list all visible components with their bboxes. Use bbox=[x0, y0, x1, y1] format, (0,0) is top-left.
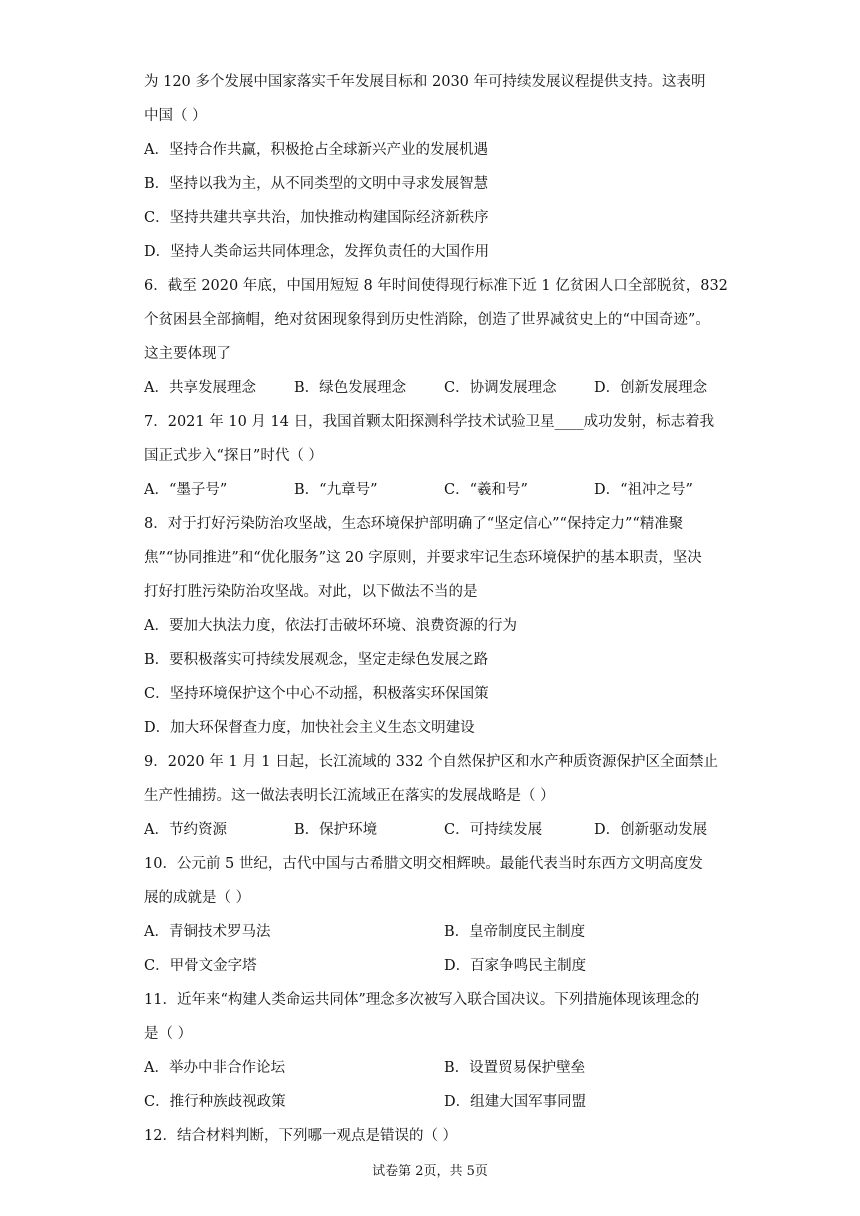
q10-option-d: D．百家争鸣民主制度 bbox=[444, 958, 587, 974]
q11-stem-line-1: 11．近年来“构建人类命运共同体”理念多次被写入联合国决议。下列措施体现该理念的 bbox=[144, 992, 700, 1008]
q5-stem-line-1: 为 120 多个发展中国家落实千年发展目标和 2030 年可持续发展议程提供支持。这表明 bbox=[144, 74, 706, 90]
q7-option-a: A．“墨子号” bbox=[144, 482, 228, 498]
q7-option-d: D．“祖冲之号” bbox=[594, 482, 693, 498]
q8-option-b: B．要积极落实可持续发展观念，坚定走绿色发展之路 bbox=[144, 652, 489, 668]
q6-option-d: D．创新发展理念 bbox=[594, 380, 708, 396]
q6-option-a: A．共享发展理念 bbox=[144, 380, 256, 396]
q6-stem-line-3: 这主要体现了 bbox=[144, 346, 231, 362]
q11-option-a: A．举办中非合作论坛 bbox=[144, 1060, 285, 1076]
q8-option-c: C．坚持环境保护这个中心不动摇，积极落实环保国策 bbox=[144, 686, 489, 702]
q7-option-c: C．“羲和号” bbox=[444, 482, 528, 498]
q10-option-c: C．甲骨文金字塔 bbox=[144, 958, 257, 974]
q5-option-b: B．坚持以我为主，从不同类型的文明中寻求发展智慧 bbox=[144, 176, 489, 192]
q9-stem-line-2: 生产性捕捞。这一做法表明长江流域正在落实的发展战略是（ ） bbox=[144, 788, 555, 804]
q5-option-d: D．坚持人类命运共同体理念，发挥负责任的大国作用 bbox=[144, 244, 490, 260]
q8-stem-line-3: 打好打胜污染防治攻坚战。对此，以下做法不当的是 bbox=[144, 584, 478, 600]
q12-stem-line-1: 12．结合材料判断，下列哪一观点是错误的（ ） bbox=[144, 1128, 458, 1144]
q10-option-a: A．青铜技术罗马法 bbox=[144, 924, 271, 940]
q8-option-d: D．加大环保督查力度，加快社会主义生态文明建设 bbox=[144, 720, 475, 736]
q11-stem-line-2: 是（ ） bbox=[144, 1026, 193, 1042]
q10-stem-line-1: 10．公元前 5 世纪，古代中国与古希腊文明交相辉映。最能代表当时东西方文明高度发 bbox=[144, 856, 703, 872]
q11-option-b: B．设置贸易保护壁垒 bbox=[444, 1060, 586, 1076]
q9-option-a: A．节约资源 bbox=[144, 822, 227, 838]
q11-option-c: C．推行种族歧视政策 bbox=[144, 1094, 286, 1110]
q6-option-b: B．绿色发展理念 bbox=[294, 380, 407, 396]
q9-option-d: D．创新驱动发展 bbox=[594, 822, 708, 838]
q7-stem-line-1: 7．2021 年 10 月 14 日，我国首颗太阳探测科学技术试验卫星____成功发射，标志着我 bbox=[144, 414, 715, 430]
q9-option-c: C．可持续发展 bbox=[444, 822, 543, 838]
q5-stem-line-2: 中国（ ） bbox=[144, 108, 207, 124]
q8-stem-line-2: 焦”“协同推进”和“优化服务”这 20 字原则，并要求牢记生态环境保护的基本职责，坚决 bbox=[144, 550, 702, 566]
q10-option-b: B．皇帝制度民主制度 bbox=[444, 924, 586, 940]
q8-stem-line-1: 8．对于打好污染防治攻坚战，生态环境保护部明确了“坚定信心”“保持定力”“精准聚 bbox=[144, 516, 684, 532]
q6-stem-line-2: 个贫困县全部摘帽，绝对贫困现象得到历史性消除，创造了世界减贫史上的“中国奇迹”。 bbox=[144, 312, 710, 328]
q7-option-b: B．“九章号” bbox=[294, 482, 378, 498]
q7-stem-line-2: 国正式步入“探日”时代（ ） bbox=[144, 448, 323, 464]
q5-option-c: C．坚持共建共享共治，加快推动构建国际经济新秩序 bbox=[144, 210, 489, 226]
q6-option-c: C．协调发展理念 bbox=[444, 380, 557, 396]
q5-option-a: A．坚持合作共赢，积极抢占全球新兴产业的发展机遇 bbox=[144, 142, 488, 158]
q10-stem-line-2: 展的成就是（ ） bbox=[144, 890, 251, 906]
q9-stem-line-1: 9．2020 年 1 月 1 日起，长江流域的 332 个自然保护区和水产种质资源保护区全面禁止 bbox=[144, 754, 719, 770]
q8-option-a: A．要加大执法力度，依法打击破坏环境、浪费资源的行为 bbox=[144, 618, 517, 634]
q6-stem-line-1: 6．截至 2020 年底，中国用短短 8 年时间使得现行标准下近 1 亿贫困人口全部脱贫，832 bbox=[144, 278, 728, 294]
page-footer: 试卷第 2页，共 5页 bbox=[372, 1164, 488, 1179]
q9-option-b: B．保护环境 bbox=[294, 822, 378, 838]
q11-option-d: D．组建大国军事同盟 bbox=[444, 1094, 587, 1110]
